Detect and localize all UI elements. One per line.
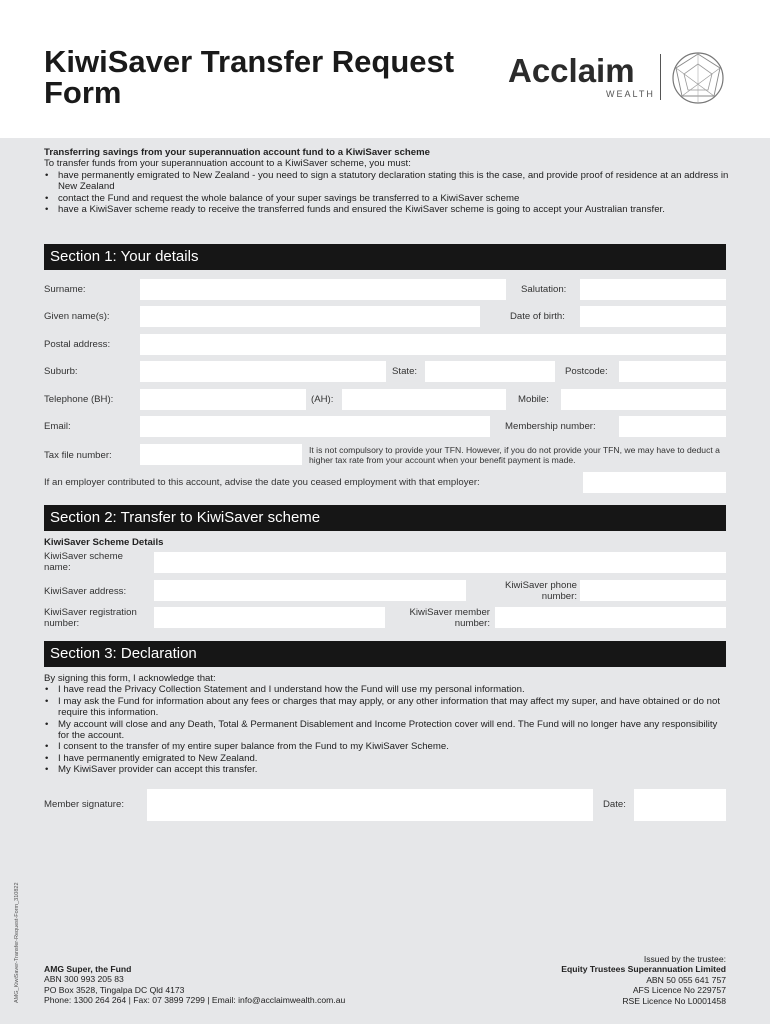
scheme-name-label xyxy=(44,551,123,573)
mobile-field[interactable] xyxy=(561,389,726,410)
declaration-block xyxy=(44,673,729,776)
signature-date-field[interactable] xyxy=(634,789,726,821)
member-number-label-line2: number: xyxy=(454,618,490,629)
page-title-line1: KiwiSaver Transfer Request xyxy=(44,44,455,79)
kiwisaver-phone-label-line2: number: xyxy=(541,591,577,602)
salutation-field[interactable] xyxy=(580,279,726,300)
telephone-ah-label: (AH): xyxy=(311,394,334,405)
signature-date-label: Date: xyxy=(603,799,626,810)
given-names-label: Given name(s): xyxy=(44,311,110,322)
declaration-bullet: • My KiwiSaver provider can accept this transfer. xyxy=(44,764,729,775)
member-number-label xyxy=(390,607,490,629)
postal-address-label: Postal address: xyxy=(44,339,111,350)
intro-lead: To transfer funds from your superannuation account to a KiwiSaver scheme, you must: xyxy=(44,158,411,170)
fund-contact: Phone: 1300 264 264 | Fax: 07 3899 7299 | Email: info@acclaimwealth.com.au xyxy=(44,995,346,1006)
email-field[interactable] xyxy=(140,416,490,437)
tfn-note: It is not compulsory to provide your TFN. However, if you do not provide your TFN, we may have to deduct a higher tax rate from your account when your benefit payment is made. xyxy=(309,445,720,465)
logo-divider xyxy=(660,54,661,100)
kiwisaver-address-field[interactable] xyxy=(154,580,466,601)
postcode-label: Postcode: xyxy=(565,366,608,377)
member-number-field[interactable] xyxy=(495,607,726,628)
trustee-abn: ABN 50 055 641 757 xyxy=(646,974,726,985)
fund-name: AMG Super, the Fund xyxy=(44,964,132,974)
form-code: AMG_KiwiSaver-Transfer-Request-Form_310822 xyxy=(14,882,20,1003)
declaration-bullet-list xyxy=(44,684,729,775)
trustee-name: Equity Trustees Superannuation Limited xyxy=(561,964,726,975)
telephone-ah-field[interactable] xyxy=(342,389,506,410)
page-title-line2: Form xyxy=(44,75,122,110)
dob-label: Date of birth: xyxy=(510,311,565,322)
fund-po-box: PO Box 3528, Tingalpa DC Qld 4173 xyxy=(44,984,185,995)
mobile-label: Mobile: xyxy=(518,394,549,405)
section3-heading: Section 3: Declaration xyxy=(44,641,726,667)
logo-subtext: WEALTH xyxy=(606,89,655,99)
globe-logo-icon xyxy=(668,50,728,106)
fund-abn: ABN 300 993 205 83 xyxy=(44,974,124,985)
salutation-label: Salutation: xyxy=(521,284,567,295)
employer-date-field[interactable] xyxy=(583,472,726,493)
footer-fund-details xyxy=(44,964,345,1006)
registration-number-label xyxy=(44,607,137,629)
registration-number-field[interactable] xyxy=(154,607,385,628)
telephone-bh-label: Telephone (BH): xyxy=(44,394,114,405)
trustee-rse-licence: RSE Licence No L0001458 xyxy=(622,995,726,1006)
section1-heading: Section 1: Your details xyxy=(44,244,726,270)
dob-field[interactable] xyxy=(580,306,726,327)
tfn-field[interactable] xyxy=(140,444,302,465)
kiwisaver-phone-label xyxy=(470,580,577,602)
form-header xyxy=(0,0,770,138)
member-signature-label: Member signature: xyxy=(44,799,124,810)
declaration-lead: By signing this form, I acknowledge that: xyxy=(44,673,216,684)
telephone-bh-field[interactable] xyxy=(140,389,306,410)
intro-bullet: • contact the Fund and request the whole balance of your super savings be transferred to a KiwiSaver scheme xyxy=(44,193,734,204)
registration-number-label-line1: KiwiSaver registration xyxy=(44,607,137,618)
given-names-field[interactable] xyxy=(140,306,480,327)
scheme-name-field[interactable] xyxy=(154,552,726,573)
section2-heading: Section 2: Transfer to KiwiSaver scheme xyxy=(44,505,726,531)
trustee-issued-by: Issued by the trustee: xyxy=(643,954,726,964)
kiwisaver-phone-label-line1: KiwiSaver phone xyxy=(505,580,577,591)
kiwisaver-phone-field[interactable] xyxy=(580,580,726,601)
surname-field[interactable] xyxy=(140,279,506,300)
declaration-bullet: • I have read the Privacy Collection Statement and I understand how the Fund will use my personal information. xyxy=(44,684,729,695)
intro-title: Transferring savings from your superannuation account fund to a KiwiSaver scheme xyxy=(44,147,430,158)
page-title xyxy=(44,46,484,108)
state-label: State: xyxy=(392,366,418,377)
intro-bullet: • have permanently emigrated to New Zealand - you need to sign a statutory declaration stating this is the case, and provide proof of residence at an address in New Zealand xyxy=(44,170,734,193)
registration-number-label-line2: number: xyxy=(44,618,80,629)
declaration-bullet: • I may ask the Fund for information about any fees or charges that may apply, or any other information that may affect my super, and have obtained or do not require this information. xyxy=(44,696,729,719)
intro-bullet: • have a KiwiSaver scheme ready to receive the transferred funds and ensured the KiwiSaver scheme is going to accept your Australian transfer. xyxy=(44,204,734,215)
kiwisaver-details-title: KiwiSaver Scheme Details xyxy=(44,537,164,548)
intro-bullet-list xyxy=(44,170,734,216)
employer-date-label: If an employer contributed to this account, advise the date you ceased employment with that employer: xyxy=(44,477,480,488)
state-field[interactable] xyxy=(425,361,555,382)
suburb-field[interactable] xyxy=(140,361,386,382)
declaration-bullet: • My account will close and any Death, Total & Permanent Disablement and Income Protection cover will end. The Fund will no longer have any responsibility for the account. xyxy=(44,719,729,742)
member-number-label-line1: KiwiSaver member xyxy=(409,607,490,618)
tfn-label: Tax file number: xyxy=(44,450,112,461)
logo-wordmark: Acclaim xyxy=(508,52,635,89)
trustee-afs-licence: AFS Licence No 229757 xyxy=(632,985,726,996)
email-label: Email: xyxy=(44,421,71,432)
membership-number-label: Membership number: xyxy=(505,421,596,432)
postal-address-field[interactable] xyxy=(140,334,726,355)
scheme-name-label-line2: name: xyxy=(44,562,71,573)
intro-block xyxy=(44,147,734,215)
footer-trustee-details xyxy=(561,954,726,1006)
scheme-name-label-line1: KiwiSaver scheme xyxy=(44,551,123,562)
kiwisaver-address-label: KiwiSaver address: xyxy=(44,586,127,597)
membership-number-field[interactable] xyxy=(619,416,726,437)
suburb-label: Suburb: xyxy=(44,366,78,377)
surname-label: Surname: xyxy=(44,284,86,295)
member-signature-field[interactable] xyxy=(147,789,593,821)
declaration-bullet: • I consent to the transfer of my entire super balance from the Fund to my KiwiSaver Scheme. xyxy=(44,741,729,752)
declaration-bullet: • I have permanently emigrated to New Zealand. xyxy=(44,753,729,764)
acclaim-logo xyxy=(508,50,733,110)
postcode-field[interactable] xyxy=(619,361,726,382)
